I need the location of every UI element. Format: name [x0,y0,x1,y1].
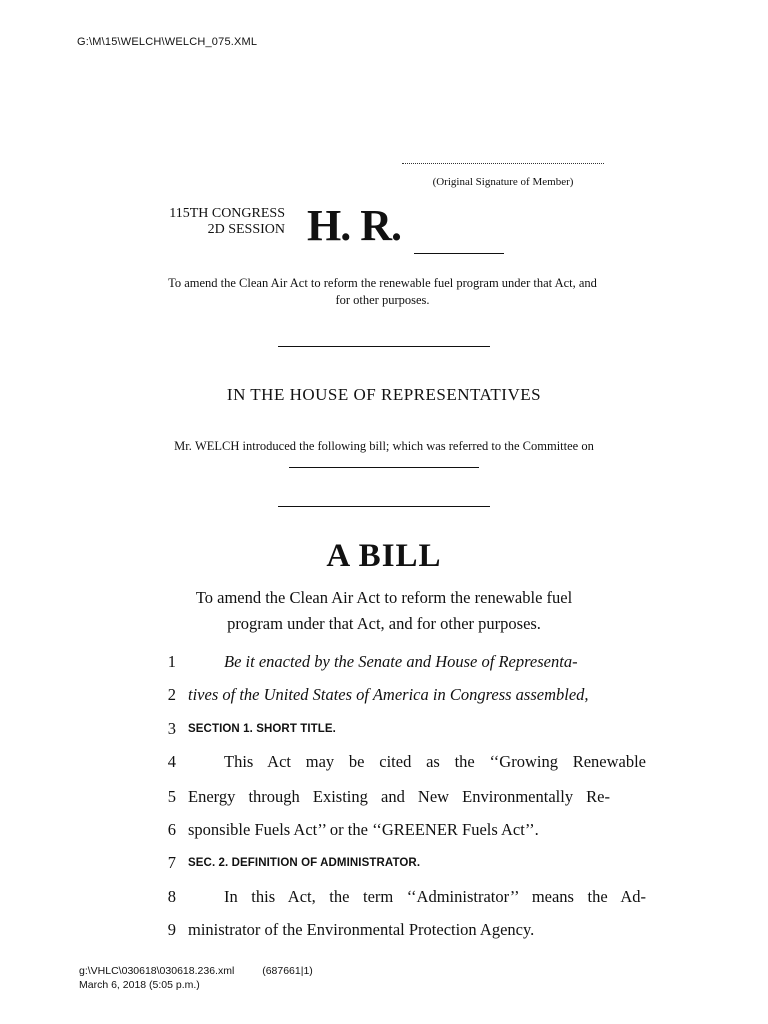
body-line [160,645,610,679]
line-number: 6 [167,820,176,839]
footer-path: g:\VHLC\030618\030618.236.xml [79,965,235,977]
line-number: 3 [167,719,176,738]
document-title: A BILL [326,538,442,574]
member-prefix: Mr. [174,439,192,453]
section-text: In this Act, the term ‘‘Administrator’’ means the Ad- [224,887,646,906]
footer-date: March 6, 2018 (5:05 p.m.) [79,979,200,991]
signature-line [402,163,604,164]
line-number: 8 [167,887,176,906]
body-line [160,745,646,779]
footer [79,964,313,992]
committee-blank [289,457,479,468]
congress-session [155,206,285,238]
bill-number-blank [414,253,504,254]
section-heading: SEC. 2. DEFINITION OF ADMINISTRATOR. [188,857,421,869]
body-line [160,913,610,947]
purpose-line-2: program under that Act, and for other purposes. [227,614,541,633]
enacting-clause: Be it enacted by the Senate and House of Representa- [224,652,578,671]
body-line [160,846,610,880]
line-number: 5 [167,787,176,806]
section-text: sponsible Fuels Act’’ or the ‘‘GREENER Fuels Act’’. [188,820,539,839]
line-number: 2 [167,685,176,704]
introduction-statement [158,437,610,473]
body-line [160,813,610,847]
body-line [160,678,610,712]
section-text: ministrator of the Environmental Protection Agency. [188,920,535,939]
divider-rule [278,506,490,507]
file-path: G:\M\15\WELCH\WELCH_075.XML [77,36,258,48]
enacting-clause: tives of the United States of America in Congress assembled, [188,685,589,704]
purpose-line-1: To amend the Clean Air Act to reform the renewable fuel [195,588,573,607]
bill-number-label: H. R. [307,201,401,250]
chamber-heading: IN THE HOUSE OF REPRESENTATIVES [226,385,542,404]
line-number: 4 [167,752,176,771]
line-number: 7 [167,853,176,872]
introduction-text: introduced the following bill; which was referred to the Committee on [242,439,594,453]
member-name: WELCH [194,439,240,453]
divider-rule [278,346,490,347]
session-label: 2D SESSION [207,222,285,237]
section-text: This Act may be cited as the ‘‘Growing Renewable [224,752,646,771]
section-heading: SECTION 1. SHORT TITLE. [188,723,336,735]
congress-label: 115TH CONGRESS [169,206,285,221]
section-text: Energy through Existing and New Environmentally Re- [188,787,610,806]
footer-code: (687661|1) [262,965,313,977]
body-line [160,712,610,746]
signature-caption: (Original Signature of Member) [432,176,574,188]
line-number: 1 [167,652,176,671]
body-line [160,880,646,914]
body-line [160,780,610,814]
line-number: 9 [167,920,176,939]
purpose-statement [160,585,608,637]
purpose-summary: To amend the Clean Air Act to reform the renewable fuel program under that Act, and for other purposes. [168,276,597,307]
